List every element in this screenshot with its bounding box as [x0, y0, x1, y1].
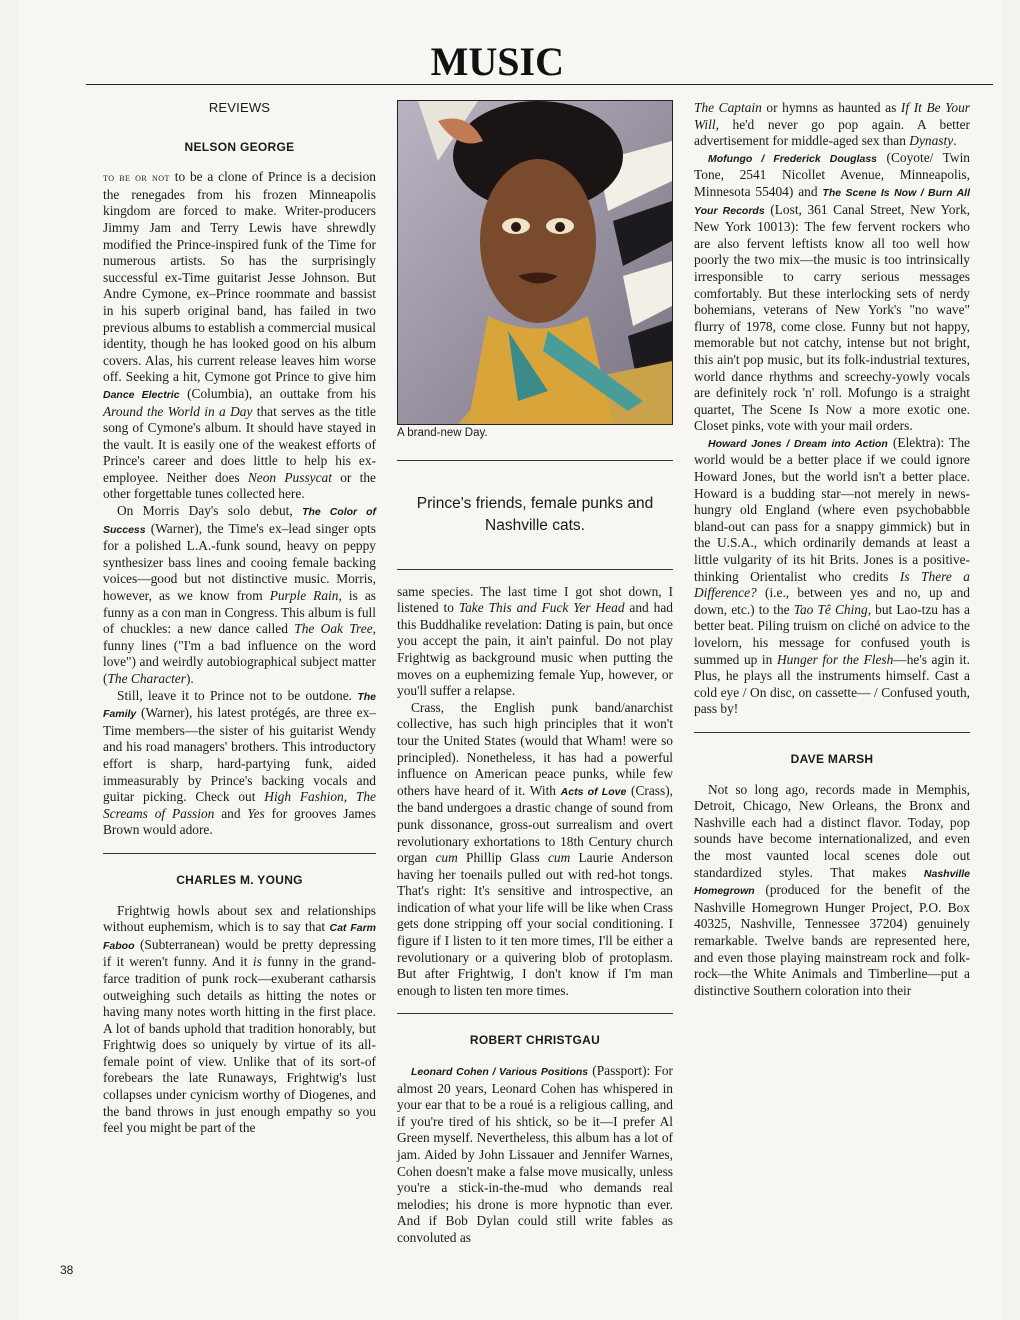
review3-paragraph-3: Howard Jones / Dream into Action (Elektra): The world would be a better place if we could ignore Howard Jones, but the world isn't a better place. Howard is a budding star—not merely in news-hungry old England (where even psychobabble bland-out can pass for a snappy gimmick) but in the U.S.A., which ordinarily demands at least a little vulgarity of its hit Brits. Jones is a positive-thinking Orientalist who credits Is There a Difference? (i.e., between yes and no, up and down, etc.) to the Tao Tê Ching, but Lao-tzu has a better beat. Piling truism on cliché on advice to the lovelorn, his message for confused youth is summed up in Hunger for the Flesh—he's agin it. Plus, he plays all the instruments himself. Cast a cold eye / On disc, on cassette— / Confused youth, pass by!	[694, 434, 971, 717]
byline-nelson-george: NELSON GEORGE	[184, 139, 295, 154]
column-3	[694, 100, 970, 999]
review3-paragraph-1a: Leonard Cohen / Various Positions (Passport): For almost 20 years, Leonard Cohen has whispered in your ear that to be a roué is a religious calling, and if you're tired of his shtick, so be it—I prefer Al Green myself. Nevertheless, this album has a lot of jam. Aided by John Lissauer and Jennifer Warnes, Cohen doesn't make a false move musically, unless you're a stick-in-the-mud who demands real melodies; his drone is more hypnotic than ever. And if Bob Dylan could still write fables as convoluted as	[397, 1063, 673, 1245]
portrait-illustration	[398, 101, 672, 424]
record-title: Acts of Love	[560, 785, 627, 798]
photo-caption: A brand-new Day.	[397, 427, 488, 439]
record-title: The Family	[103, 690, 376, 721]
record-title: Leonard Cohen / Various Positions	[411, 1066, 589, 1079]
header-rule	[86, 84, 993, 85]
review4-paragraph-1: Not so long ago, records made in Memphis, Detroit, Chicago, New Orleans, the Bronx and Nashville each had a distinct flavor. Today, pop sounds have become internationalized, and even the most vaunted local scenes dole out standardized styles. That makes Nashville Homegrown (produced for the benefit of the Nashville Homegrown Hunger Project, P.O. Box 40325, Nashville, Tennessee 37204) genuinely remarkable. Twelve bands are represented here, and even those playing mainstream rock and folk-rock—the White Animals and Timberline—put a distinctive Southern coloration into their	[694, 781, 970, 998]
review1-paragraph-3: Still, leave it to Prince not to be outdone. The Family (Warner), his latest protégés, are three ex–Time members—the sister of his guitarist Wendy and his road managers' brothers. This introductory effort is sharp, hard-partying funk, aided immeasurably by Prince's backing vocals and guitar picking. Check out High Fashion, The Screams of Passion and Yes for grooves James Brown would adore.	[103, 687, 377, 838]
record-title: Nashville Homegrown	[694, 867, 970, 898]
review2-paragraph-2: Crass, the English punk band/anarchist collective, has such high principles that it won't tour the United States (would that Wham! were so principled). Nonetheless, it has had a powerful influence on American peace punks, while few others have heard of it. With Acts of Love (Crass), the band undergoes a drastic change of sound from punk dissonance, gross-out surrealism and overt revolutionary exhortations to 18th Century church organ cum Phillip Glass cum Laurie Anderson having her toenails pulled out with red-hot tongs. That's right: It's sensitive and introspective, an indication of what your life will be like when Crass gets done stripping off your social conditioning. I figure if I listen to it ten more times, I'll be either a revolutionary or a quivering blob of protoplasm. But after Frightwig, I don't know if I'm man enough to listen ten more times.	[397, 699, 674, 998]
section-label: REVIEWS	[208, 100, 271, 115]
magazine-page	[18, 0, 1002, 1320]
byline-robert-christgau: ROBERT CHRISTGAU	[469, 1033, 601, 1048]
record-title: The Color of Success	[103, 506, 376, 536]
pull-quote: Prince's friends, female punks and Nashville cats.	[416, 494, 654, 534]
column-1	[103, 100, 376, 1137]
review3-paragraph-2: Mofungo / Frederick Douglass (Coyote/ Twin Tone, 2541 Nicollet Avenue, Minneapolis, Minnesota 55404) and The Scene Is Now / Burn All Your Records (Lost, 361 Canal Street, New York, New York 10013): The few fervent rockers who are also fervent leftists know all too well how poorly the two mix—the music is too intrinsically irresponsible to carry serious messages comfortably. But these interlocking sets of nerdy bohemians, veterans of New York's "no wave" flurry of 1978, come close. Funny but not happy, memorable but not catchy, intense but not bright, this ain't pop music, but its folk-industrial textures, world dance rhythms and screechy-yowly vocals are definitely rock 'n' roll. Mofungo is a straight quartet, The Scene Is Now a more exotic one. Closet pinks, vote with your mail orders.	[694, 149, 971, 434]
byline-dave-marsh: DAVE MARSH	[790, 751, 874, 766]
review2-paragraph-1b: same species. The last time I got shot down, I listened to Take This and Fuck Yer Head and had this Buddhalike revelation: Dating is pain, but once you accept the pain, it ain't painful. Do not play Frightwig as background music when putting the moves on a euphemizing female Yup, however, or you'll suffer a relapse.	[397, 583, 673, 699]
review3-paragraph-1b: The Captain or hymns as haunted as If It Be Your Will, he'd never go pop again. A better advertisement for middle-aged sex than Dynasty.	[694, 100, 970, 149]
page-title: MUSIC	[430, 39, 564, 84]
record-title: The Scene Is Now / Burn All Your Records	[694, 186, 971, 217]
review1-paragraph-2: On Morris Day's solo debut, The Color of Success (Warner), the Time's ex–lead singer opts for a polished L.A.-funk sound, heavy on peppy synthesizer bass lines and cooing female backing voices—good but not distinctive music. Morris, however, as we know from Purple Rain, is as funny as a con man in Congress. This album is full of chuckles: a new dance called The Oak Tree, funny lines ("I'm a bad influence on the word love") and weirdly autobiographical subject matter (The Character).	[103, 503, 377, 686]
byline-charles-m-young: CHARLES M. YOUNG	[176, 872, 303, 887]
record-title: Howard Jones / Dream into Action	[708, 437, 888, 450]
review2-paragraph-1a: Frightwig howls about sex and relationships without euphemism, which is to say that Cat Farm Faboo (Subterranean) would be pretty depressing if it weren't funny. And it is funny in the grand-farce tradition of punk rock—exuberant catharsis outweighing such details as hitting the notes or having many notes worth hitting in the first place. A lot of bands uphold that tradition honorably, but Frightwig does so uniquely by virtue of its all-female point of view. Unlike that of its sort-of forebears the late Runaways, Frightwig's lust collapses under cynicism worthy of Diogenes, and the band throws in just enough empathy so you feel you might be part of the	[103, 902, 377, 1136]
page-number: 38	[60, 1263, 74, 1277]
record-title: Cat Farm Faboo	[103, 922, 377, 952]
column-2	[397, 100, 673, 1247]
illustration-photo	[397, 100, 673, 425]
drop-lead: to be or not	[103, 172, 170, 185]
review1-paragraph-1: to be or not to be a clone of Prince is a decision the renegades from his frozen Minneapolis kingdom are forced to make. Writer-producers Jimmy Jam and Terry Lewis have shrewdly modified the Prince-inspired funk of the Time for numerous artists. So has the surprisingly successful ex-Time guitarist Jesse Johnson. But Andre Cymone, ex–Prince roommate and bassist in his superb original band, has failed in two previous albums to establish a commercial musical identity, though he has looked good on his album covers. Alas, his current release leaves him worse off. Seeking a hit, Cymone got Prince to give him Dance Electric (Columbia), an outtake from his Around the World in a Day that serves as the title song of Cymone's album. It should have stayed in the vault. It is easily one of the weakest efforts of Prince's career and does little to help his ex-employee. Neither does Neon Pussycat or the other forgettable tunes collected here.	[103, 169, 377, 502]
record-title: Dance Electric	[103, 388, 180, 401]
record-title: Mofungo / Frederick Douglass	[708, 152, 878, 165]
